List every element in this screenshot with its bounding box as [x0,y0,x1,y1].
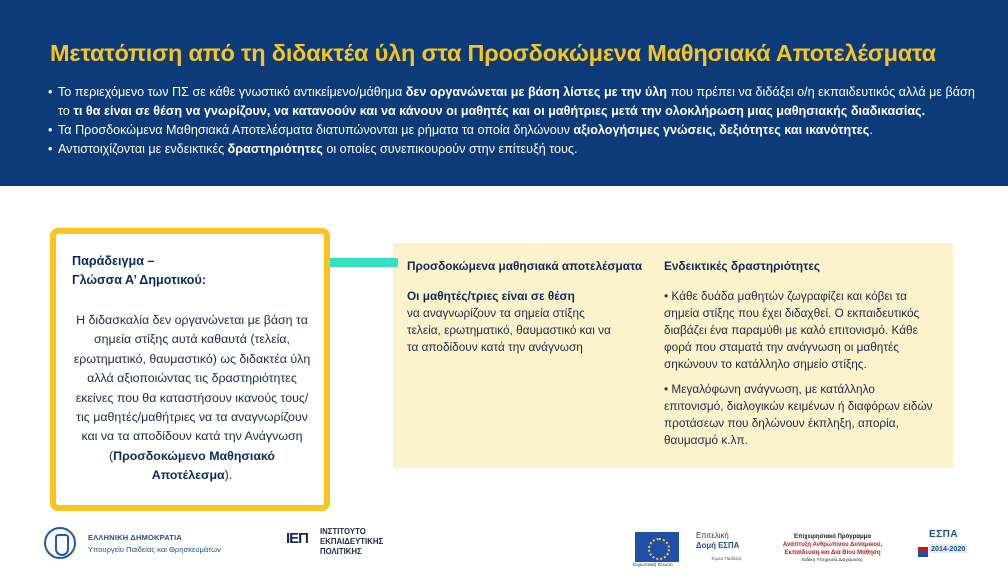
header-banner [0,0,1008,186]
iep-line-1: ΙΝΣΤΙΤΟΥΤΟ [320,527,366,536]
espa-unit-logo [696,531,739,551]
eu-flag-icon [635,532,679,562]
bullet-2-bold-a: αξιολογήσιμες γνώσεις, δεξιότητες και ικανότητες [573,123,870,137]
prog-sub: Ειδική Υπηρεσία Διαχείρισης [802,558,863,563]
outcomes-panel [393,243,953,468]
ministry-name: Υπουργείο Παιδείας και Θρησκευμάτων [88,545,221,554]
operational-programme [765,533,900,565]
bullet-1-text-b: που πρέπει να διδάξει ο/η εκπαιδευτικός αλλά με βάση το [58,85,975,118]
bullet-2-text-a: Τα Προσδοκώμενα Μαθησιακά Αποτελέσματα διατυπώνονται με ρήματα τα οποία δηλώνουν [58,123,574,137]
prog-line-1: Επιχειρησιακό Πρόγραμμα [793,534,872,540]
page-title: Μετατόπιση από τη διδακτέα ύλη στα Προσδοκώμενα Μαθησιακά Αποτελέσματα [50,40,936,66]
bullet-3 [48,140,983,159]
example-body-bold: Προσδοκώμενο Μαθησιακό Αποτέλεσμα [113,448,276,483]
example-body-text: Η διδασκαλία δεν οργανώνεται με βάση τα σημεία στίξης αυτά καθαυτά (τελεία, ερωτηματικό, θαυμαστικό) ως διδακτέα ύλη αλλά αξιοποιώντας τις δραστηριότητες εκείνες που θα καταστήσουν ικανούς τους/τις μαθητές/μαθήτριες να τα αναγνωρίζουν και να τα αποδίδουν κατά την Ανάγνωση ( [73,313,311,463]
espa-flag-blue-icon [918,552,928,557]
bullet-3-text-a: Αντιστοιχίζονται με ενδεικτικές [58,142,228,156]
bullet-3-bold-a: δραστηριότητες [227,142,323,156]
iep-name [320,527,383,557]
bullet-1-bold-b: τι θα είναι σε θέση να γνωρίζουν, να κατανοούν και να κάνουν οι μαθητές και οι μαθήτριες μετά την ολοκλήρωση μιας μαθησιακής διαδικασίας. [73,104,926,118]
iep-line-3: ΠΟΛΙΤΙΚΗΣ [320,547,362,556]
outcomes-text [407,288,612,356]
bullet-1-bold-a: δεν οργανώνεται με βάση λίστες με την ύλη [405,85,667,99]
greek-emblem-icon [44,527,76,559]
bullet-1 [48,83,983,121]
example-body [72,311,312,486]
example-body-end: ). [224,468,233,483]
example-title-line-1: Παράδειγμα – [72,254,155,268]
bullet-1-text-a: Το περιεχόμενο των ΠΣ σε κάθε γνωστικό αντικείμενο/μάθημα [58,85,406,99]
bullet-2 [48,121,983,140]
espa-unit-sub: Τομέα Παιδείας [711,556,742,561]
outcomes-heading: Προσδοκώμενα μαθησιακά αποτελέσματα [407,259,643,273]
outcomes-body: να αναγνωρίζουν τα σημεία στίξης τελεία, ερωτηματικό, θαυμαστικό και να τα αποδίδουν κατά την ανάγνωση [407,306,611,354]
activity-item-1: • Κάθε δυάδα μαθητών ζωγραφίζει και κόβει τα σημεία στίξης που έχει διδαχθεί. Ο εκπαιδευτικός διαβάζει ένα παραμύθι με καλό επιτονισμό. Κάθε φορά που σταματά την ανάγνωση οι μαθητές σηκώνουν το κατάλληλο σημείο στίξης. [664,289,920,371]
activities-list [664,288,934,457]
iep-line-2: ΕΚΠΑΙΔΕΥΤΙΚΗΣ [320,537,384,546]
outcomes-lead: Οι μαθητές/τριες είναι σε θέση [407,289,575,303]
eu-caption: Ευρωπαϊκή Ένωση [633,562,673,567]
example-box [50,228,330,511]
activity-item-2: • Μεγαλόφωνη ανάγνωση, με κατάλληλο επιτονισμό, διαλογικών κειμένων ή διαφόρων ειδών προτάσεων που δηλώνουν έκπληξη, απορία, θαυμασμό κ.λπ. [664,382,933,447]
example-title-line-2: Γλώσσα Α’ Δημοτικού: [72,273,207,287]
example-title [72,252,206,290]
espa-years: 2014-2020 [931,544,966,553]
espa-unit-line-1: Επιτελική [696,531,729,540]
bullet-3-text-b: οι οποίες συνεπικουρούν στην επίτευξή τους. [322,142,578,156]
activities-heading: Ενδεικτικές δραστηριότητες [664,259,821,273]
intro-bullets [48,83,983,159]
prog-line-3: Εκπαίδευση και Διά Βίου Μάθηση [784,550,881,556]
gov-name: ΕΛΛΗΝΙΚΗ ΔΗΜΟΚΡΑΤΙΑ [88,533,182,542]
espa-unit-line-2: Δομή ΕΣΠΑ [696,541,740,550]
prog-line-2: Ανάπτυξη Ανθρώπινου Δυναμικού, [782,542,883,548]
iep-logo-icon: ΙΕΠ [286,530,309,547]
espa-logo: ΕΣΠΑ [929,529,959,540]
bullet-2-text-b: . [869,123,873,137]
